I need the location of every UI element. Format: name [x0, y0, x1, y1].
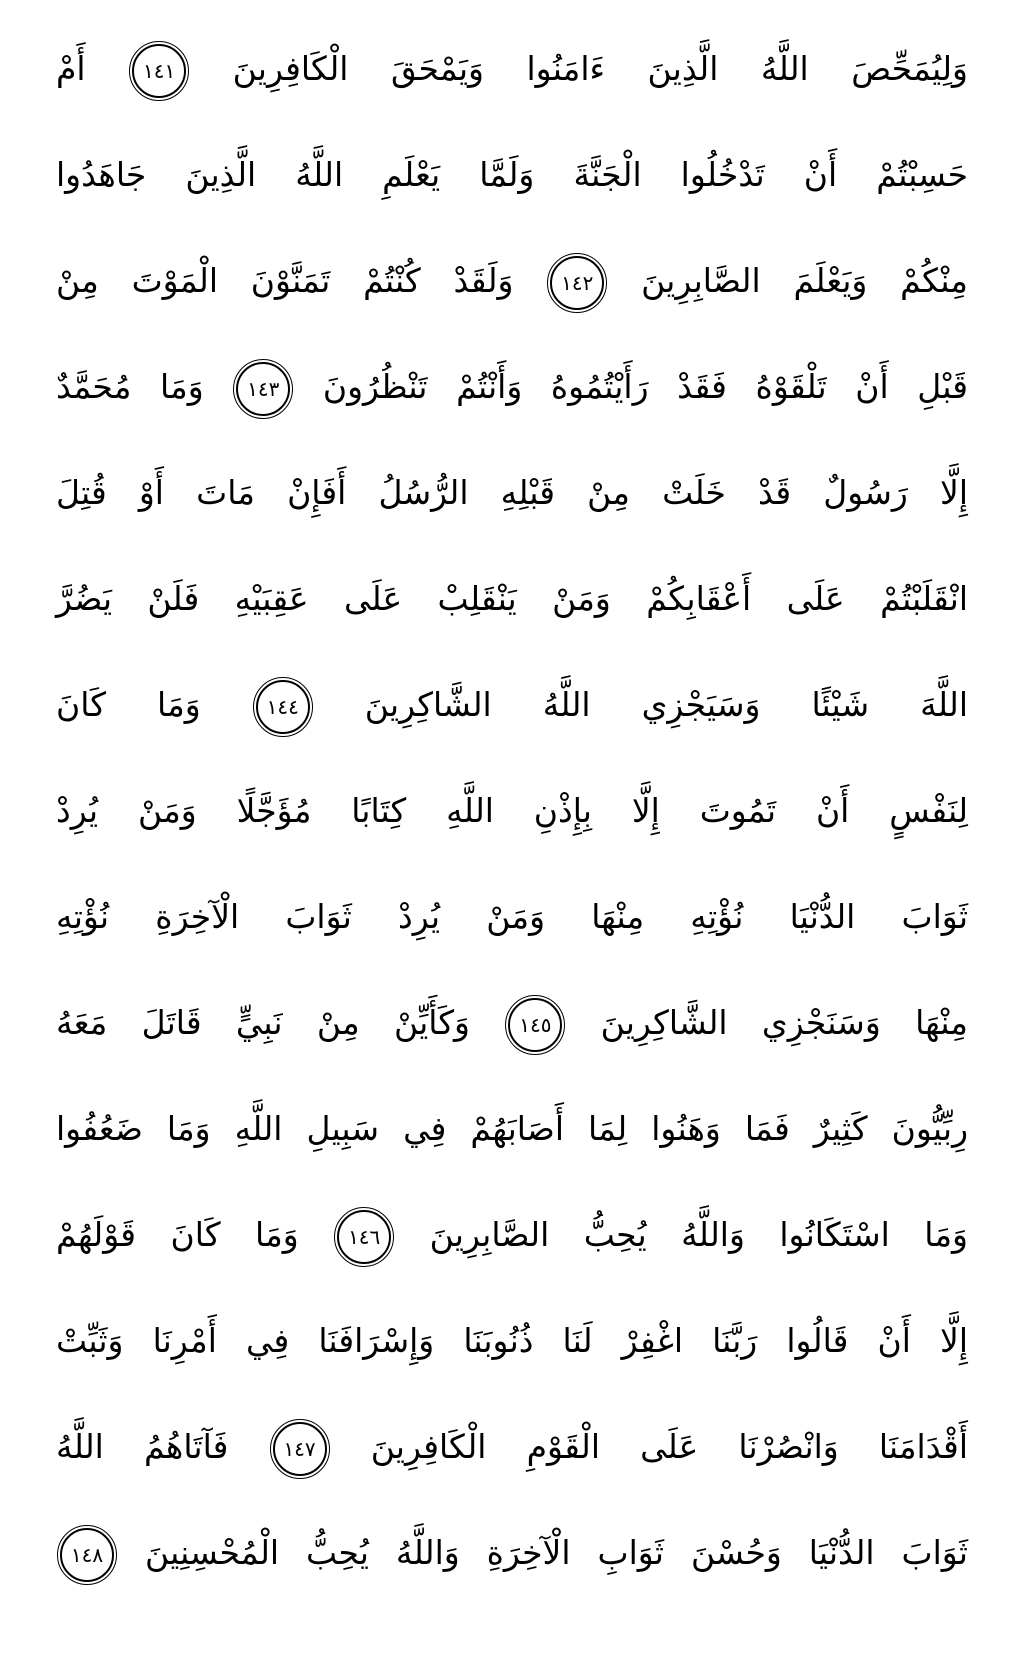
verse-text: وَكَأَيِّنْ مِنْ نَبِيٍّ قَاتَلَ مَعَهُ — [56, 1003, 470, 1042]
quran-line — [56, 1394, 968, 1500]
ayah-number-marker: ١٤٧ — [273, 1422, 327, 1476]
ayah-number-marker: ١٤٥ — [508, 998, 562, 1052]
verse-text: انْقَلَبْتُمْ عَلَى أَعْقَابِكُمْ وَمَنْ يَنْقَلِبْ عَلَى عَقِبَيْهِ فَلَنْ يَضُرَّ — [56, 579, 968, 618]
quran-line — [56, 440, 968, 546]
verse-text: وَمَا كَانَ قَوْلَهُمْ — [56, 1215, 299, 1254]
quran-line — [56, 1500, 968, 1606]
ayah-number-marker: ١٤٦ — [337, 1210, 391, 1264]
quran-line — [56, 122, 968, 228]
verse-text: مِنْكُمْ وَيَعْلَمَ الصَّابِرِينَ — [641, 261, 968, 300]
verse-text: أَقْدَامَنَا وَانْصُرْنَا عَلَى الْقَوْمِ الْكَافِرِينَ — [370, 1427, 968, 1466]
verse-text: حَسِبْتُمْ أَنْ تَدْخُلُوا الْجَنَّةَ وَلَمَّا يَعْلَمِ اللَّهُ الَّذِينَ جَاهَدُوا — [56, 155, 968, 194]
verse-text: إِلَّا رَسُولٌ قَدْ خَلَتْ مِنْ قَبْلِهِ الرُّسُلُ أَفَإِنْ مَاتَ أَوْ قُتِلَ — [56, 473, 968, 512]
verse-text: مِنْهَا وَسَنَجْزِي الشَّاكِرِينَ — [600, 1003, 968, 1042]
ayah-number-marker: ١٤٣ — [236, 362, 290, 416]
quran-line — [56, 228, 968, 334]
ayah-number-marker: ١٤٨ — [60, 1528, 114, 1582]
verse-text: أَمْ — [56, 49, 86, 88]
verse-text: وَمَا اسْتَكَانُوا وَاللَّهُ يُحِبُّ الصَّابِرِينَ — [429, 1215, 968, 1254]
verse-text: وَلَقَدْ كُنْتُمْ تَمَنَّوْنَ الْمَوْتَ مِنْ — [56, 261, 514, 300]
verse-text: وَلِيُمَحِّصَ اللَّهُ الَّذِينَ ءَامَنُوا وَيَمْحَقَ الْكَافِرِينَ — [232, 49, 968, 88]
ayah-number-marker: ١٤١ — [132, 44, 186, 98]
quran-line — [56, 1288, 968, 1394]
verse-text: ثَوَابَ الدُّنْيَا نُؤْتِهِ مِنْهَا وَمَنْ يُرِدْ ثَوَابَ الْآخِرَةِ نُؤْتِهِ — [56, 897, 968, 936]
quran-line — [56, 334, 968, 440]
verse-text: اللَّهَ شَيْئًا وَسَيَجْزِي اللَّهُ الشَّاكِرِينَ — [364, 685, 968, 724]
verse-text: إِلَّا أَنْ قَالُوا رَبَّنَا اغْفِرْ لَنَا ذُنُوبَنَا وَإِسْرَافَنَا فِي أَمْرِنَا وَثَبِّتْ — [56, 1321, 968, 1360]
quran-line — [56, 16, 968, 122]
verse-text: رِبِّيُّونَ كَثِيرٌ فَمَا وَهَنُوا لِمَا أَصَابَهُمْ فِي سَبِيلِ اللَّهِ وَمَا ضَعُفُوا — [56, 1109, 968, 1148]
ayah-number-marker: ١٤٤ — [256, 680, 310, 734]
quran-line — [56, 758, 968, 864]
verse-text: وَمَا مُحَمَّدٌ — [56, 367, 204, 406]
quran-line — [56, 970, 968, 1076]
verse-text: لِنَفْسٍ أَنْ تَمُوتَ إِلَّا بِإِذْنِ اللَّهِ كِتَابًا مُؤَجَّلًا وَمَنْ يُرِدْ — [56, 791, 968, 830]
quran-line — [56, 652, 968, 758]
quran-line — [56, 1076, 968, 1182]
ayah-number-marker: ١٤٢ — [550, 256, 604, 310]
verse-text: ثَوَابَ الدُّنْيَا وَحُسْنَ ثَوَابِ الْآخِرَةِ وَاللَّهُ يُحِبُّ الْمُحْسِنِينَ — [144, 1533, 968, 1572]
quran-line — [56, 1182, 968, 1288]
verse-text: وَمَا كَانَ — [56, 685, 201, 724]
quran-line — [56, 546, 968, 652]
verse-text: فَآتَاهُمُ اللَّهُ — [56, 1427, 229, 1466]
verse-text: قَبْلِ أَنْ تَلْقَوْهُ فَقَدْ رَأَيْتُمُوهُ وَأَنْتُمْ تَنْظُرُونَ — [322, 367, 968, 406]
quran-line — [56, 864, 968, 970]
